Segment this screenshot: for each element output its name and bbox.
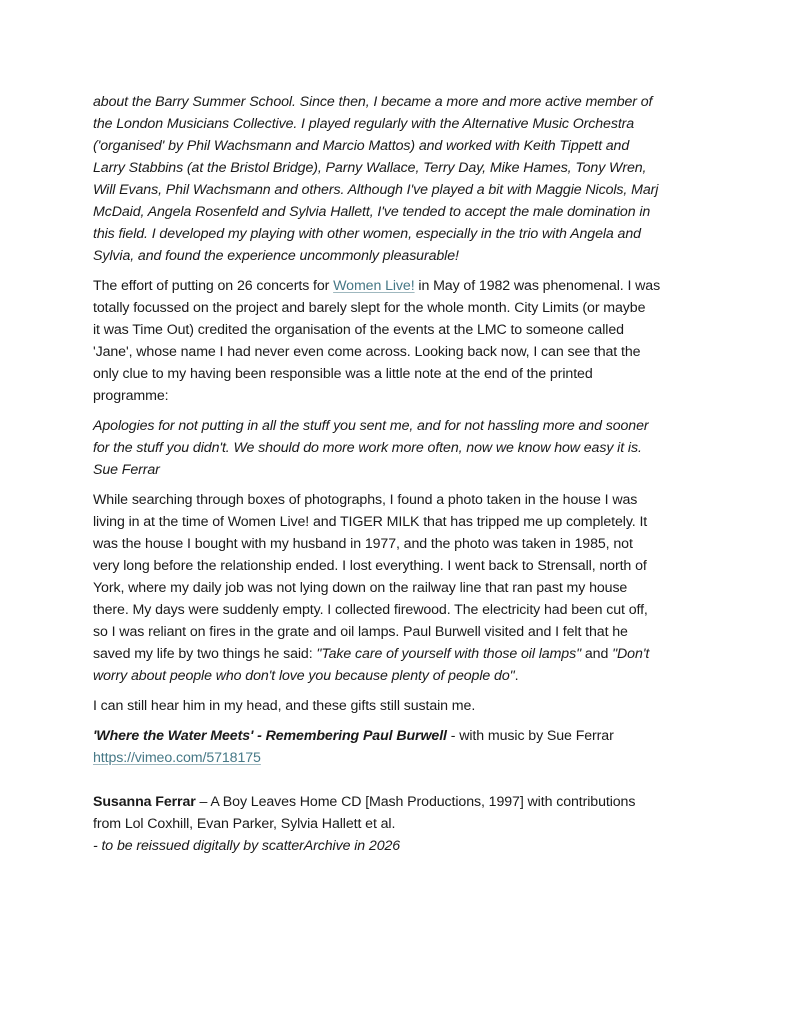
text-line: Apologies for not putting in all the stuff you sent me, and for not hassling more and sooner	[93, 418, 649, 434]
text-line: this field. I developed my playing with other women, especially in the trio with Angela and	[93, 226, 641, 242]
text-line	[93, 747, 705, 769]
text-line	[93, 665, 705, 687]
text-segment: saved my life by two things he said:	[93, 646, 317, 662]
text-line: only clue to my having been responsible was a little note at the end of the printed	[93, 366, 593, 382]
quote-dont-worry-start: "Don't	[612, 646, 650, 662]
paragraph-programme-note	[93, 415, 705, 481]
text-line: the London Musicians Collective. I played regularly with the Alternative Music Orchestra	[93, 116, 635, 132]
text-segment: and	[581, 646, 613, 662]
text-line: York, where my daily job was not lying down on the railway line that ran past my house	[93, 580, 628, 596]
text-line: 'Jane', whose name I had never even come across. Looking back now, I can see that the	[93, 344, 641, 360]
blank-line	[93, 769, 705, 791]
text-line: there. My days were suddenly empty. I collected firewood. The electricity had been cut off,	[93, 602, 648, 618]
text-line	[93, 791, 705, 813]
text-line	[93, 725, 705, 747]
artist-name: Susanna Ferrar	[93, 794, 196, 810]
text-line: about the Barry Summer School. Since then, I became a more and more active member of	[93, 94, 653, 110]
text-line: I can still hear him in my head, and these gifts still sustain me.	[93, 698, 476, 714]
text-line: Will Evans, Phil Wachsmann and others. Although I've played a bit with Maggie Nicols, Marj	[93, 182, 659, 198]
text-line: totally focussed on the project and barely slept for the whole month. City Limits (or maybe	[93, 300, 646, 316]
text-segment: .	[514, 668, 519, 684]
text-line: Sylvia, and found the experience uncommonly pleasurable!	[93, 248, 459, 264]
text-line: McDaid, Angela Rosenfeld and Sylvia Hallett, I've tended to accept the male domination in	[93, 204, 651, 220]
text-line	[93, 275, 705, 297]
text-segment: – A Boy Leaves Home CD [Mash Productions, 1997] with contributions	[195, 794, 636, 810]
text-line: living in at the time of Women Live! and TIGER MILK that has tripped me up completely. It	[93, 514, 648, 530]
text-line: Larry Stabbins (at the Bristol Bridge), Parny Wallace, Terry Day, Mike Hames, Tony Wren,	[93, 160, 647, 176]
text-line: While searching through boxes of photographs, I found a photo taken in the house I was	[93, 492, 638, 508]
text-segment: - with music by Sue Ferrar	[446, 728, 614, 744]
vimeo-link[interactable]: https://vimeo.com/5718175	[93, 750, 261, 766]
paragraph-cd-credit	[93, 791, 705, 857]
paragraph-video-reference	[93, 725, 705, 769]
reissue-note: - to be reissued digitally by scatterArchive in 2026	[93, 838, 401, 854]
paragraph-photographs	[93, 489, 705, 687]
text-line: for the stuff you didn't. We should do more work more often, now we know how easy it is.	[93, 440, 642, 456]
text-line: was the house I bought with my husband in 1977, and the photo was taken in 1985, not	[93, 536, 633, 552]
quote-dont-worry-end: worry about people who don't love you because plenty of people do"	[93, 668, 515, 684]
text-line: very long before the relationship ended. I lost everything. I went back to Strensall, north of	[93, 558, 647, 574]
text-line	[93, 643, 705, 665]
document-page	[93, 91, 705, 865]
quote-oil-lamps: "Take care of yourself with those oil lamps"	[316, 646, 582, 662]
text-line: from Lol Coxhill, Evan Parker, Sylvia Hallett et al.	[93, 816, 396, 832]
text-line: ('organised' by Phil Wachsmann and Marcio Mattos) and worked with Keith Tippett and	[93, 138, 630, 154]
paragraph-gifts	[93, 695, 705, 717]
paragraph-lmc-history	[93, 91, 705, 267]
text-segment: The effort of putting on 26 concerts for	[93, 278, 334, 294]
paragraph-women-live	[93, 275, 705, 407]
text-line: it was Time Out) credited the organisation of the events at the LMC to someone called	[93, 322, 624, 338]
text-line: programme:	[93, 388, 169, 404]
text-segment: in May of 1982 was phenomenal. I was	[414, 278, 661, 294]
women-live-link[interactable]: Women Live!	[333, 278, 415, 294]
video-title: 'Where the Water Meets' - Remembering Paul Burwell	[93, 728, 447, 744]
text-line: so I was reliant on fires in the grate and oil lamps. Paul Burwell visited and I felt that he	[93, 624, 628, 640]
signature: Sue Ferrar	[93, 462, 160, 478]
